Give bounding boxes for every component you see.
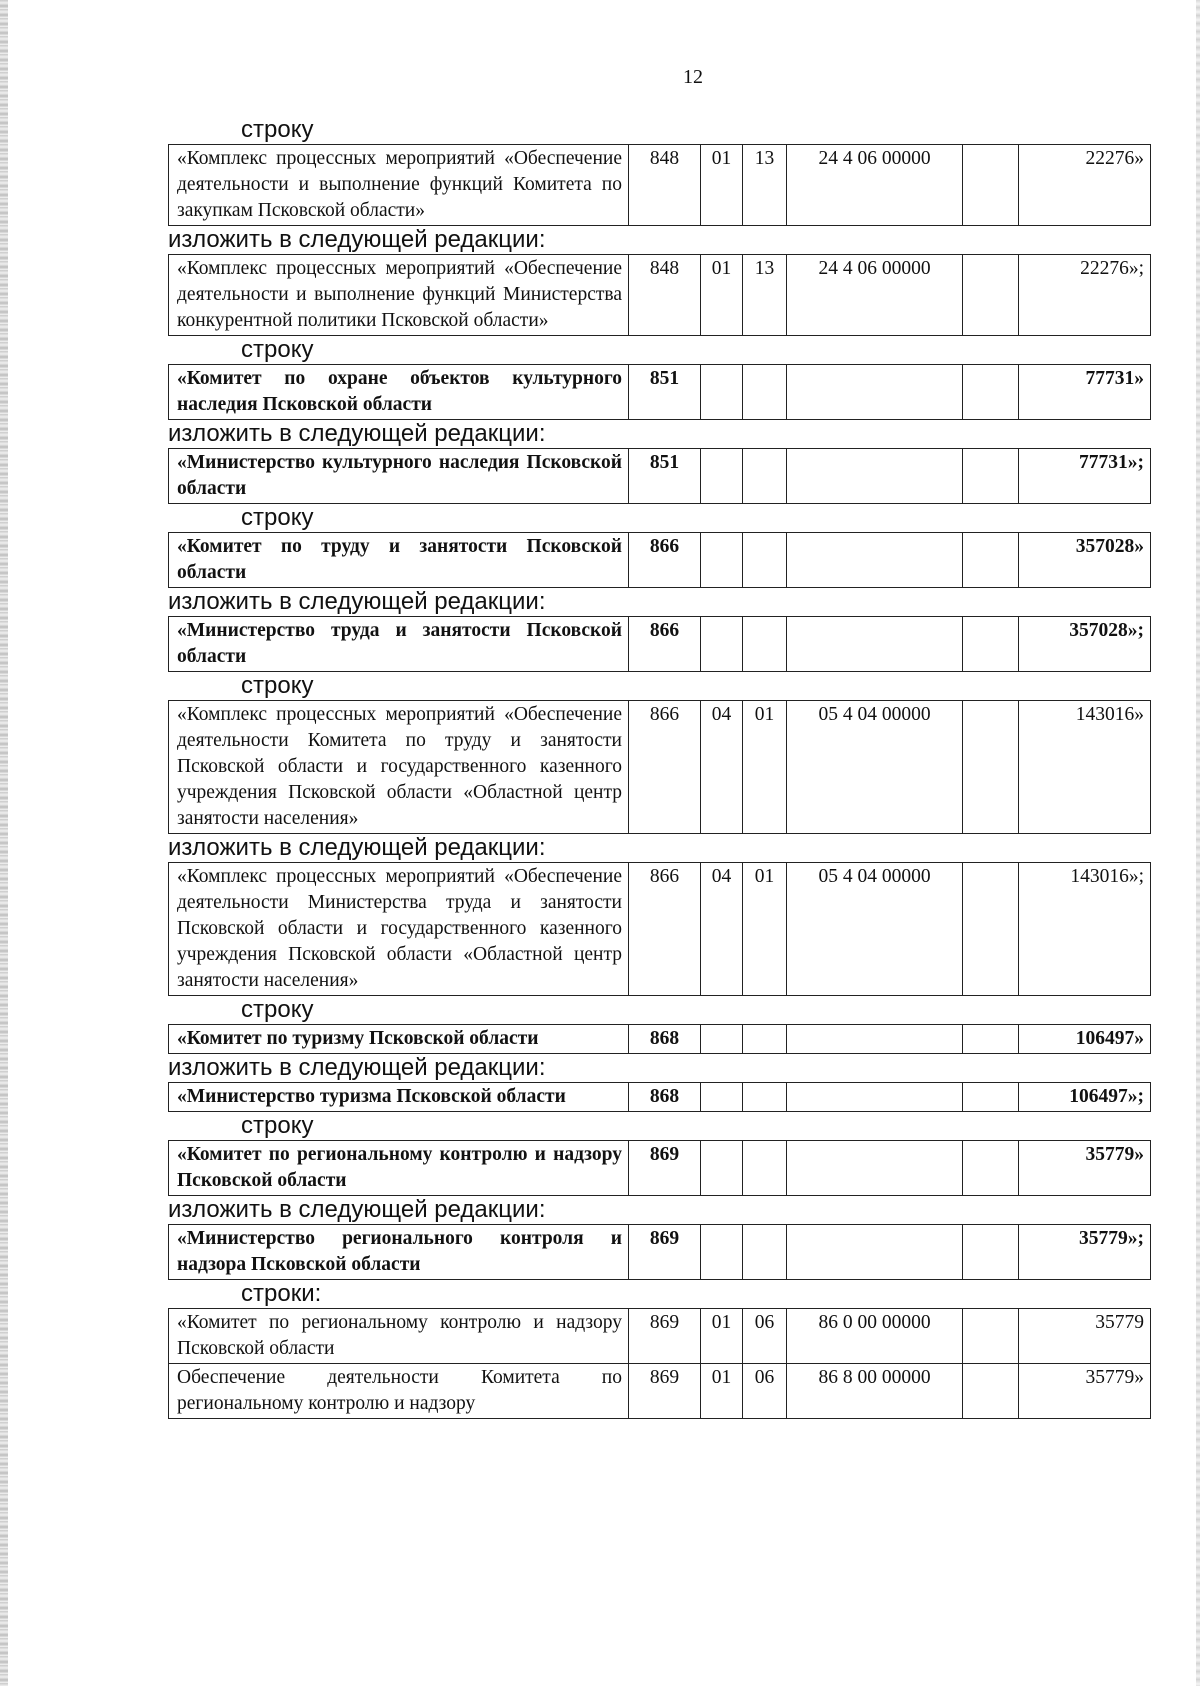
directive-line-original: строку [241,996,314,1023]
directive-line-new: изложить в следующей редакции: [168,1054,546,1081]
directive-line-new: изложить в следующей редакции: [168,1196,546,1223]
table-row [169,449,1151,504]
directive-line-original: строку [241,504,314,531]
budget-table [168,144,1151,226]
admin-code-cell: 869 [629,1309,701,1364]
expense-type-cell [963,365,1019,420]
admin-code-cell: 869 [629,1141,701,1196]
subsection-cell [743,533,787,588]
directive-line-new: изложить в следующей редакции: [168,588,546,615]
subsection-cell [743,449,787,504]
table-row [169,1025,1151,1054]
amount-cell: 357028» [1019,533,1151,588]
amount-cell: 35779»; [1019,1225,1151,1280]
subsection-cell: 13 [743,145,787,226]
amount-cell: 22276»; [1019,255,1151,336]
target-article-cell: 05 4 04 00000 [787,863,963,996]
budget-table [168,1082,1151,1112]
section-cell [701,1141,743,1196]
target-article-cell [787,1225,963,1280]
page-number-text: 12 [683,66,703,88]
table-row [169,533,1151,588]
admin-code-cell: 851 [629,449,701,504]
table-row [169,1364,1151,1419]
expense-type-cell [963,617,1019,672]
table-row [169,255,1151,336]
directive-line-original: строки: [241,1280,322,1307]
admin-code-cell: 866 [629,533,701,588]
budget-table [168,700,1151,834]
subsection-cell [743,365,787,420]
admin-code-cell: 869 [629,1364,701,1419]
subsection-cell: 01 [743,701,787,834]
section-cell [701,365,743,420]
expense-type-cell [963,449,1019,504]
expense-type-cell [963,533,1019,588]
item-name-cell: «Комитет по туризму Псковской области [169,1025,629,1054]
target-article-cell [787,533,963,588]
subsection-cell [743,1225,787,1280]
section-cell [701,1083,743,1112]
amount-cell: 106497»; [1019,1083,1151,1112]
directive-line-original: строку [241,672,314,699]
expense-type-cell [963,255,1019,336]
admin-code-cell: 866 [629,701,701,834]
section-cell [701,1025,743,1054]
directive-line-new: изложить в следующей редакции: [168,834,546,861]
amount-cell: 35779» [1019,1364,1151,1419]
target-article-cell [787,1141,963,1196]
target-article-cell [787,1083,963,1112]
directive-line-original: строку [241,116,314,143]
admin-code-cell: 866 [629,863,701,996]
table-row [169,145,1151,226]
amount-cell: 22276» [1019,145,1151,226]
expense-type-cell [963,145,1019,226]
admin-code-cell: 851 [629,365,701,420]
item-name-cell: «Министерство регионального контроля и надзора Псковской области [169,1225,629,1280]
table-row [169,1141,1151,1196]
subsection-cell [743,1025,787,1054]
target-article-cell: 05 4 04 00000 [787,701,963,834]
item-name-cell: Обеспечение деятельности Комитета по региональному контролю и надзору [169,1364,629,1419]
amendment-block [168,996,1150,1054]
budget-table [168,1024,1151,1054]
budget-table [168,448,1151,504]
target-article-cell: 24 4 06 00000 [787,145,963,226]
item-name-cell: «Комитет по труду и занятости Псковской области [169,533,629,588]
table-row [169,701,1151,834]
amendment-block [168,588,1150,672]
section-cell: 01 [701,255,743,336]
amount-cell: 35779» [1019,1141,1151,1196]
subsection-cell: 13 [743,255,787,336]
amendment-block [168,116,1150,226]
section-cell [701,617,743,672]
item-name-cell: «Министерство туризма Псковской области [169,1083,629,1112]
subsection-cell [743,617,787,672]
budget-table [168,1224,1151,1280]
subsection-cell: 06 [743,1309,787,1364]
item-name-cell: «Комитет по региональному контролю и надзору Псковской области [169,1309,629,1364]
amendment-block [168,226,1150,336]
amount-cell: 143016» [1019,701,1151,834]
directive-line-new: изложить в следующей редакции: [168,420,546,447]
expense-type-cell [963,1083,1019,1112]
subsection-cell [743,1141,787,1196]
amendment-block [168,1280,1150,1419]
table-row [169,1309,1151,1364]
amendment-block [168,1054,1150,1112]
amount-cell: 357028»; [1019,617,1151,672]
table-row [169,617,1151,672]
page-number [0,66,1200,89]
amount-cell: 77731»; [1019,449,1151,504]
expense-type-cell [963,1364,1019,1419]
subsection-cell [743,1083,787,1112]
item-name-cell: «Министерство труда и занятости Псковской области [169,617,629,672]
budget-table [168,616,1151,672]
budget-table [168,1140,1151,1196]
amount-cell: 77731» [1019,365,1151,420]
subsection-cell: 06 [743,1364,787,1419]
amount-cell: 35779 [1019,1309,1151,1364]
section-cell: 01 [701,1309,743,1364]
section-cell [701,449,743,504]
target-article-cell: 86 8 00 00000 [787,1364,963,1419]
amendment-block [168,834,1150,996]
admin-code-cell: 869 [629,1225,701,1280]
section-cell: 04 [701,701,743,834]
section-cell: 04 [701,863,743,996]
amount-cell: 143016»; [1019,863,1151,996]
admin-code-cell: 848 [629,255,701,336]
target-article-cell [787,449,963,504]
admin-code-cell: 848 [629,145,701,226]
scan-edge-right [1196,0,1200,1686]
directive-line-original: строку [241,1112,314,1139]
section-cell: 01 [701,145,743,226]
table-row [169,1083,1151,1112]
expense-type-cell [963,1225,1019,1280]
amendment-block [168,420,1150,504]
item-name-cell: «Комплекс процессных мероприятий «Обеспечение деятельности и выполнение функций Министерства конкурентной политики Псковской области» [169,255,629,336]
expense-type-cell [963,863,1019,996]
target-article-cell [787,617,963,672]
item-name-cell: «Комплекс процессных мероприятий «Обеспечение деятельности и выполнение функций Комитета по закупкам Псковской области» [169,145,629,226]
target-article-cell: 24 4 06 00000 [787,255,963,336]
admin-code-cell: 866 [629,617,701,672]
budget-table [168,364,1151,420]
scan-edge-left [0,0,8,1686]
budget-table [168,254,1151,336]
expense-type-cell [963,1309,1019,1364]
item-name-cell: «Комплекс процессных мероприятий «Обеспечение деятельности Комитета по труду и занятости Псковской области и государственного казенного учреждения Псковской области «Областной центр занятости населения» [169,701,629,834]
amendment-block [168,672,1150,834]
expense-type-cell [963,1025,1019,1054]
document-body [168,116,1150,1419]
amount-cell: 106497» [1019,1025,1151,1054]
table-row [169,863,1151,996]
directive-line-original: строку [241,336,314,363]
amendment-block [168,1112,1150,1196]
expense-type-cell [963,701,1019,834]
item-name-cell: «Комплекс процессных мероприятий «Обеспечение деятельности Министерства труда и занятости Псковской области и государственного казенного учреждения Псковской области «Областной центр занятости населения» [169,863,629,996]
item-name-cell: «Комитет по охране объектов культурного наследия Псковской области [169,365,629,420]
table-row [169,365,1151,420]
table-row [169,1225,1151,1280]
budget-table [168,862,1151,996]
budget-table [168,532,1151,588]
target-article-cell: 86 0 00 00000 [787,1309,963,1364]
directive-line-new: изложить в следующей редакции: [168,226,546,253]
admin-code-cell: 868 [629,1083,701,1112]
amendment-block [168,1196,1150,1280]
budget-table [168,1308,1151,1419]
section-cell [701,1225,743,1280]
item-name-cell: «Министерство культурного наследия Псковской области [169,449,629,504]
target-article-cell [787,1025,963,1054]
amendment-block [168,504,1150,588]
section-cell: 01 [701,1364,743,1419]
amendment-block [168,336,1150,420]
target-article-cell [787,365,963,420]
item-name-cell: «Комитет по региональному контролю и надзору Псковской области [169,1141,629,1196]
expense-type-cell [963,1141,1019,1196]
subsection-cell: 01 [743,863,787,996]
admin-code-cell: 868 [629,1025,701,1054]
section-cell [701,533,743,588]
